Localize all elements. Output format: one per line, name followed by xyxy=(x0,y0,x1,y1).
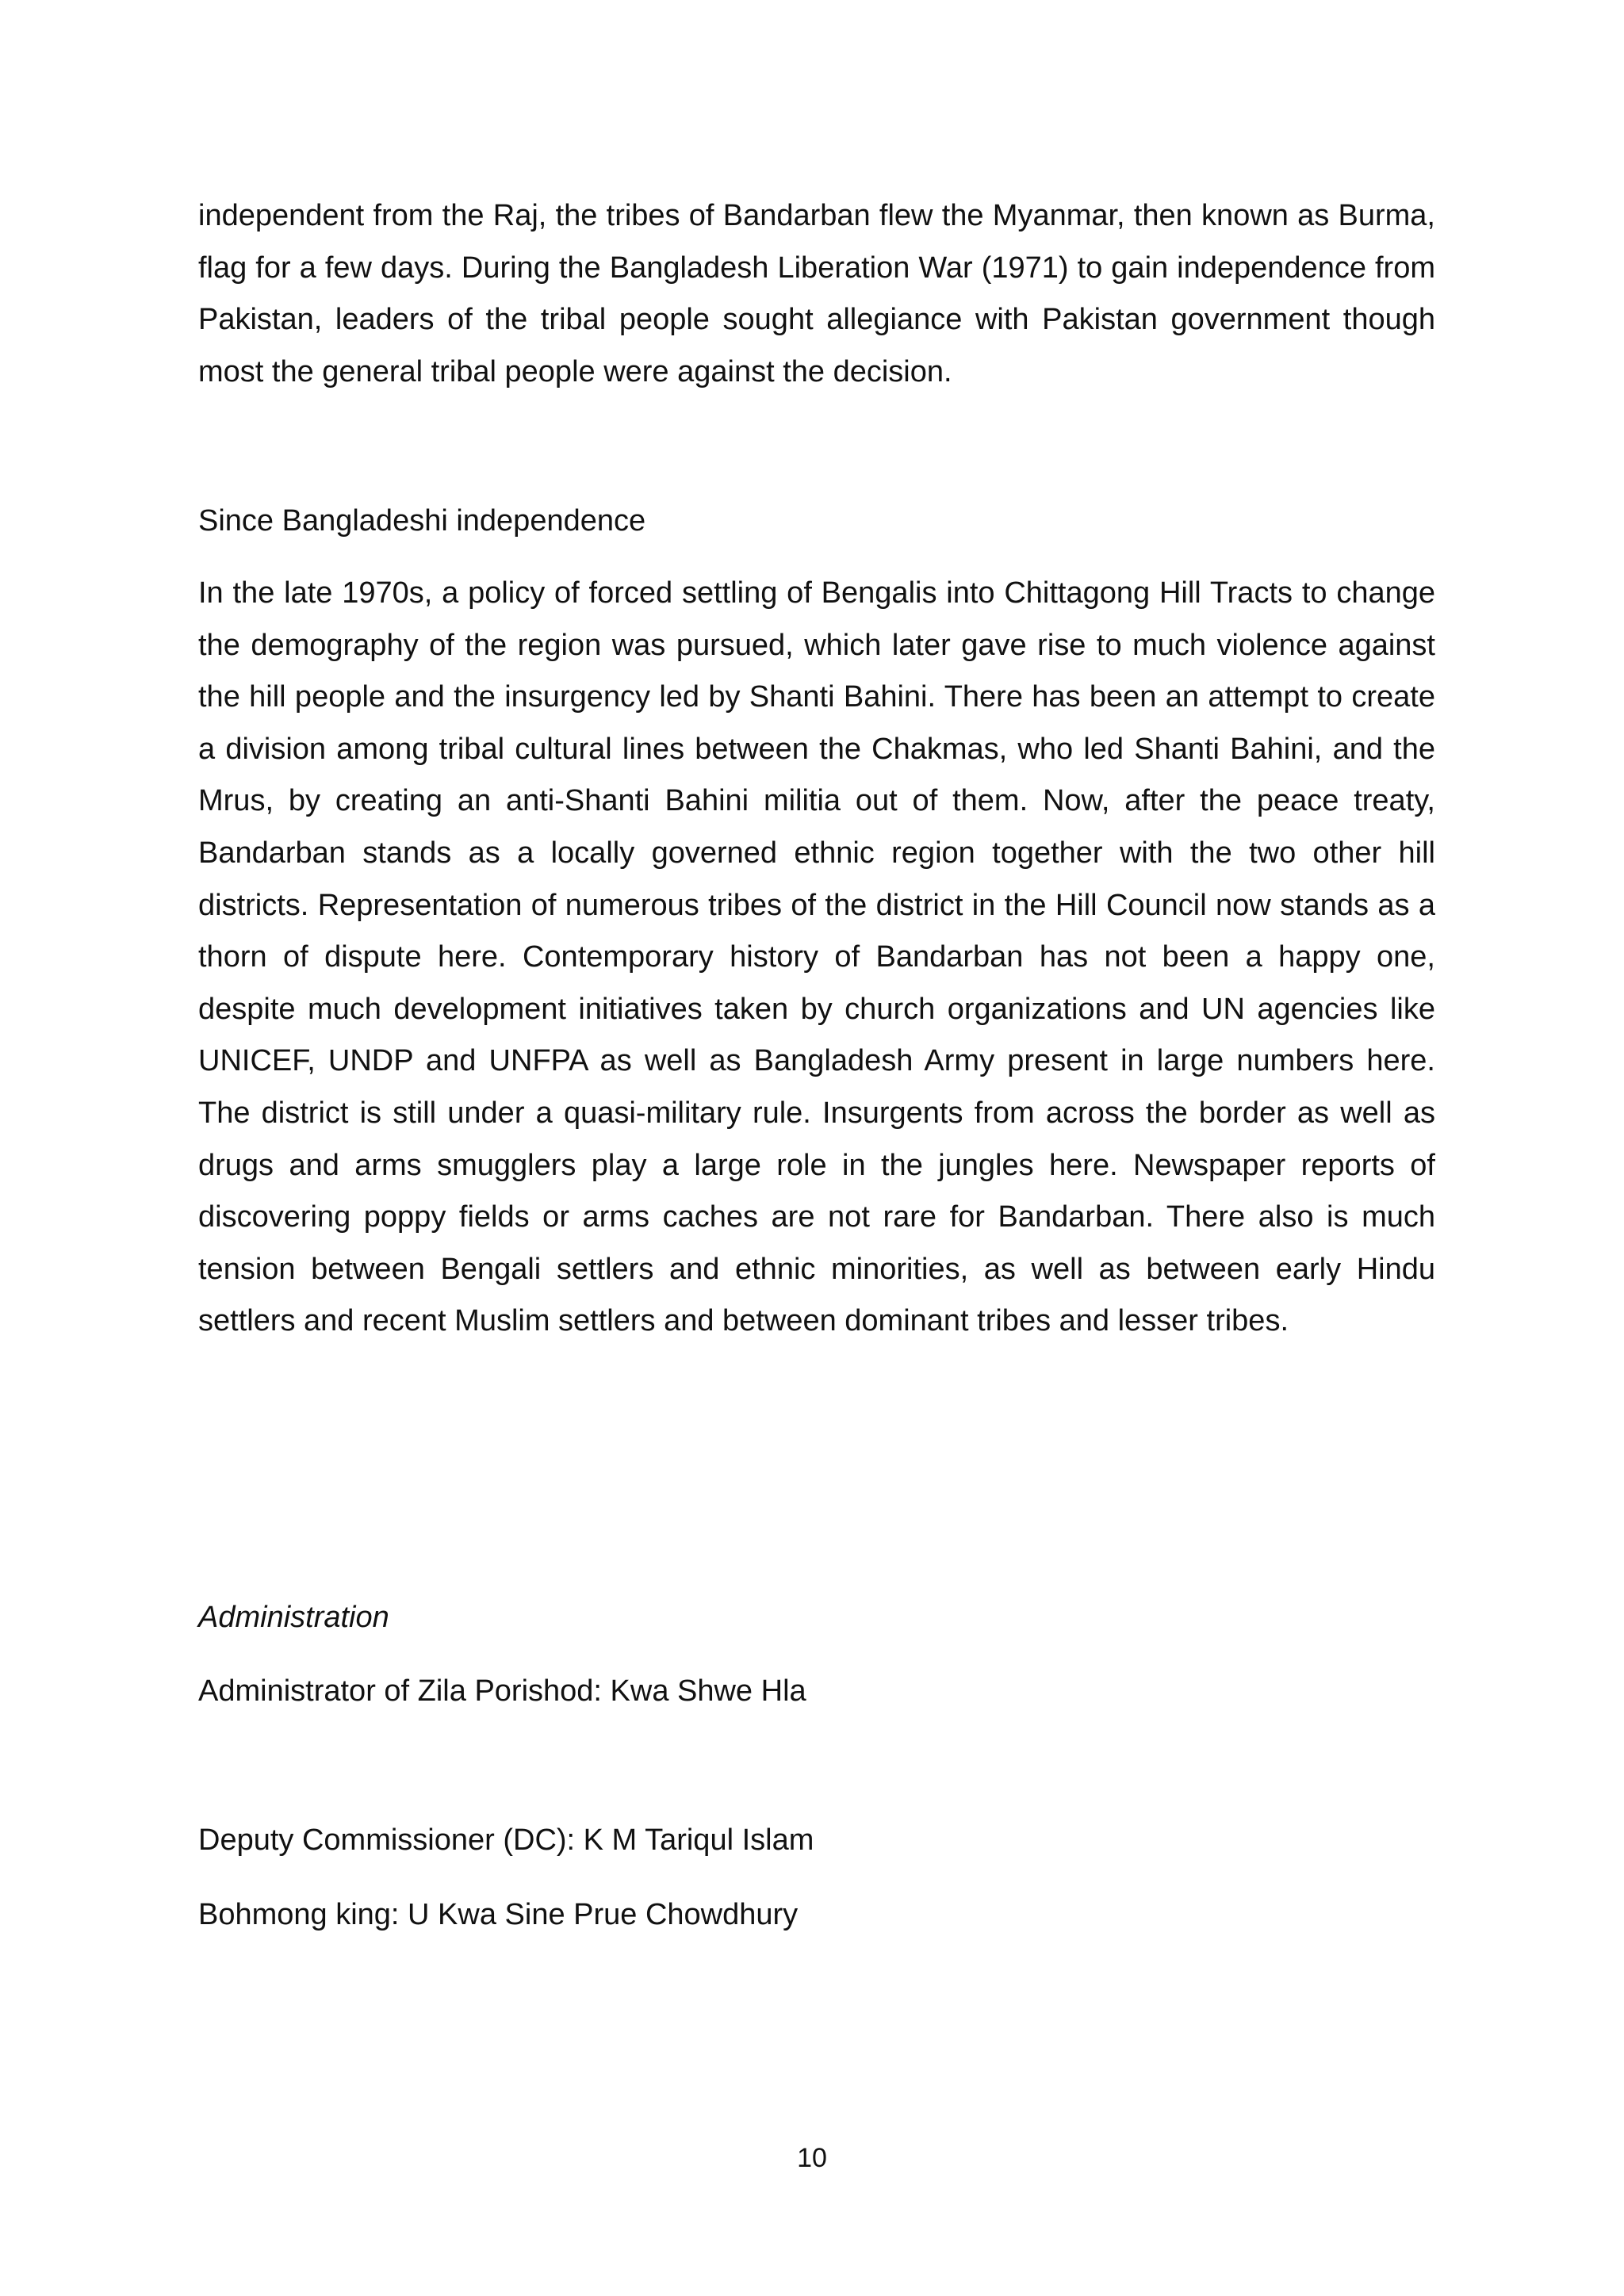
paragraph-liberation-war: independent from the Raj, the tribes of Bandarban flew the Myanmar, then known as Burma, flag for a few days. During the Bangladesh Liberation War (1971) to gain independence from Pakistan, leaders of the tribal people sought allegiance with Pakistan government though most the general tribal people were against the decision. xyxy=(198,199,1435,388)
section-heading-independence: Since Bangladeshi independence xyxy=(198,504,646,538)
page-number: 10 xyxy=(797,2143,827,2173)
admin-deputy-commissioner: Deputy Commissioner (DC): K M Tariqul Islam xyxy=(198,1823,814,1857)
admin-bohmong-king: Bohmong king: U Kwa Sine Prue Chowdhury xyxy=(198,1898,799,1931)
admin-zila-porishod: Administrator of Zila Porishod: Kwa Shwe Hla xyxy=(198,1674,806,1708)
section-heading-administration: Administration xyxy=(198,1601,389,1634)
paragraph-since-independence: In the late 1970s, a policy of forced settling of Bengalis into Chittagong Hill Tracts to change the demography of the region was pursued, which later gave rise to much violence against the hill people and the insurgency led by Shanti Bahini. There has been an attempt to create a division among tribal cultural lines between the Chakmas, who led Shanti Bahini, and the Mrus, by creating an anti-Shanti Bahini militia out of them. Now, after the peace treaty, Bandarban stands as a locally governed ethnic region together with the two other hill districts. Representation of numerous tribes of the district in the Hill Council now stands as a thorn of dispute here. Contemporary history of Bandarban has not been a happy one, despite much development initiatives taken by church organizations and UN agencies like UNICEF, UNDP and UNFPA as well as Bangladesh Army present in large numbers here. The district is still under a quasi-military rule. Insurgents from across the border as well as drugs and arms smugglers play a large role in the jungles here. Newspaper reports of discovering poppy fields or arms caches are not rare for Bandarban. There also is much tension between Bengali settlers and ethnic minorities, as well as between early Hindu settlers and recent Muslim settlers and between dominant tribes and lesser tribes. xyxy=(198,576,1435,1338)
